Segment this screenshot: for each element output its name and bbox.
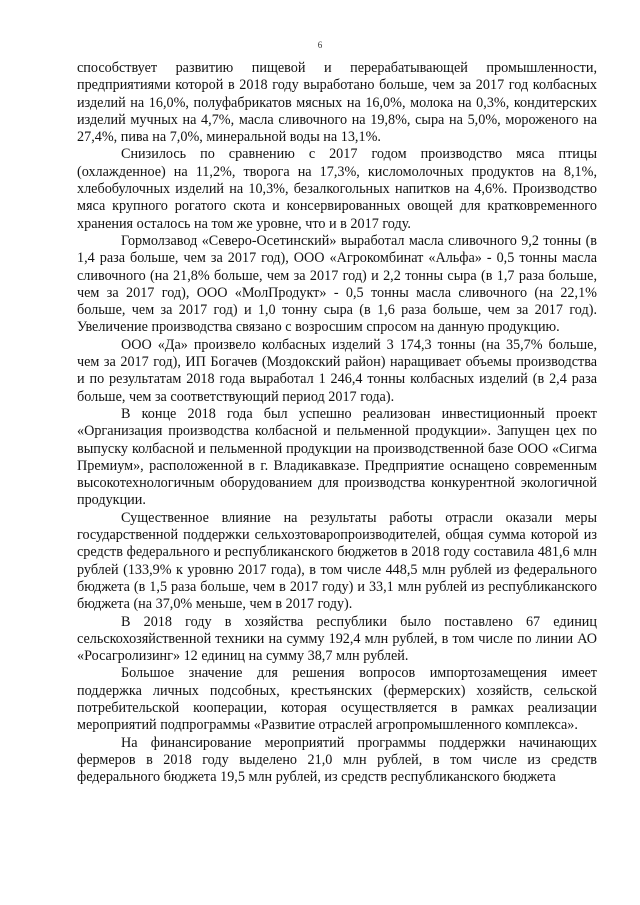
paragraph-continued-food-industry: способствует развитию пищевой и перерабатывающей промышленности, предприятиями которой в 2018 году выработано больше, чем за 2017 год колбасных изделий на 16,0%, полуфабрикатов мясных на 16,0%, молока на 0,3%, кондитерских изделий мучных на 4,7%, масла сливочного на 19,8%, сыра на 5,0%, мороженого на 27,4%, пива на 7,0%, минеральной воды на 13,1%. [77,60,597,146]
paragraph-import-substitution: Большое значение для решения вопросов импортозамещения имеет поддержка личных подсобных, крестьянских (фермерских) хозяйств, сельской потребительской кооперации, которая осуществляется в рамках реализации мероприятий подпрограммы «Развитие отраслей агропромышленного комплекса». [77,665,597,734]
paragraph-production-decline: Снизилось по сравнению с 2017 годом производство мяса птицы (охлажденное) на 11,2%, творога на 17,3%, кисломолочных продуктов на 8,1%, хлебобулочных изделий на 10,3%, безалкогольных напитков на 4,6%. Производство мяса крупного рогатого скота и консервированных овощей для кратковременного хранения осталось на том же уровне, что и в 2017 году. [77,146,597,232]
paragraph-novice-farmers-funding: На финансирование мероприятий программы поддержки начинающих фермеров в 2018 году выделено 21,0 млн рублей, в том числе из средств федерального бюджета 19,5 млн рублей, из средств республиканского бюджета [77,734,597,786]
paragraph-dairy-producers: Гормолзавод «Северо-Осетинский» выработал масла сливочного 9,2 тонны (в 1,4 раза больше, чем за 2017 год), ООО «Агрокомбинат «Альфа» - 0,5 тонны масла сливочного (на 21,8% больше, чем за 2017 год) и 2,2 тонны сыра (в 1,7 раза больше, чем за 2017 год), ООО «МолПродукт» - 0,5 тонны масла сливочного (на 22,1% больше, чем за 2017 год) и 1,0 тонну сыра (в 1,6 раза больше, чем за 2017 год). Увеличение производства связано с возросшим спросом на данную продукцию. [77,232,597,336]
paragraph-investment-project: В конце 2018 года был успешно реализован инвестиционный проект «Организация производства колбасной и пельменной продукции». Запущен цех по выпуску колбасной и пельменной продукции на производственной базе ООО «Сигма Премиум», расположенной в г. Владикавказе. Предприятие оснащено современным высокотехнологичным оборудованием для производства конкурентной экологичной продукции. [77,405,597,509]
paragraph-state-support: Существенное влияние на результаты работы отрасли оказали меры государственной поддержки сельхозтоваропроизводителей, общая сумма которой из средств федерального и республиканского бюджетов в 2018 году составила 481,6 млн рублей (133,9% к уровню 2017 года), в том числе 448,5 млн рублей из федерального бюджета (в 1,5 раза больше, чем в 2017 году) и 33,1 млн рублей из республиканского бюджета (на 37,0% меньше, чем в 2017 году). [77,509,597,613]
paragraph-agricultural-machinery: В 2018 году в хозяйства республики было поставлено 67 единиц сельскохозяйственной техники на сумму 192,4 млн рублей, в том числе по линии АО «Росагролизинг» 12 единиц на сумму 38,7 млн рублей. [77,613,597,665]
page-number: 6 [317,40,323,50]
document-body [77,60,597,786]
paragraph-sausage-producers: ООО «Да» произвело колбасных изделий 3 174,3 тонны (на 35,7% больше, чем за 2017 год), ИП Богачев (Моздокский район) наращивает объемы производства и по результатам 2018 года выработал 1 246,4 тонны колбасных изделий (в 2,4 раза больше, чем за соответствующий период 2017 года). [77,336,597,405]
